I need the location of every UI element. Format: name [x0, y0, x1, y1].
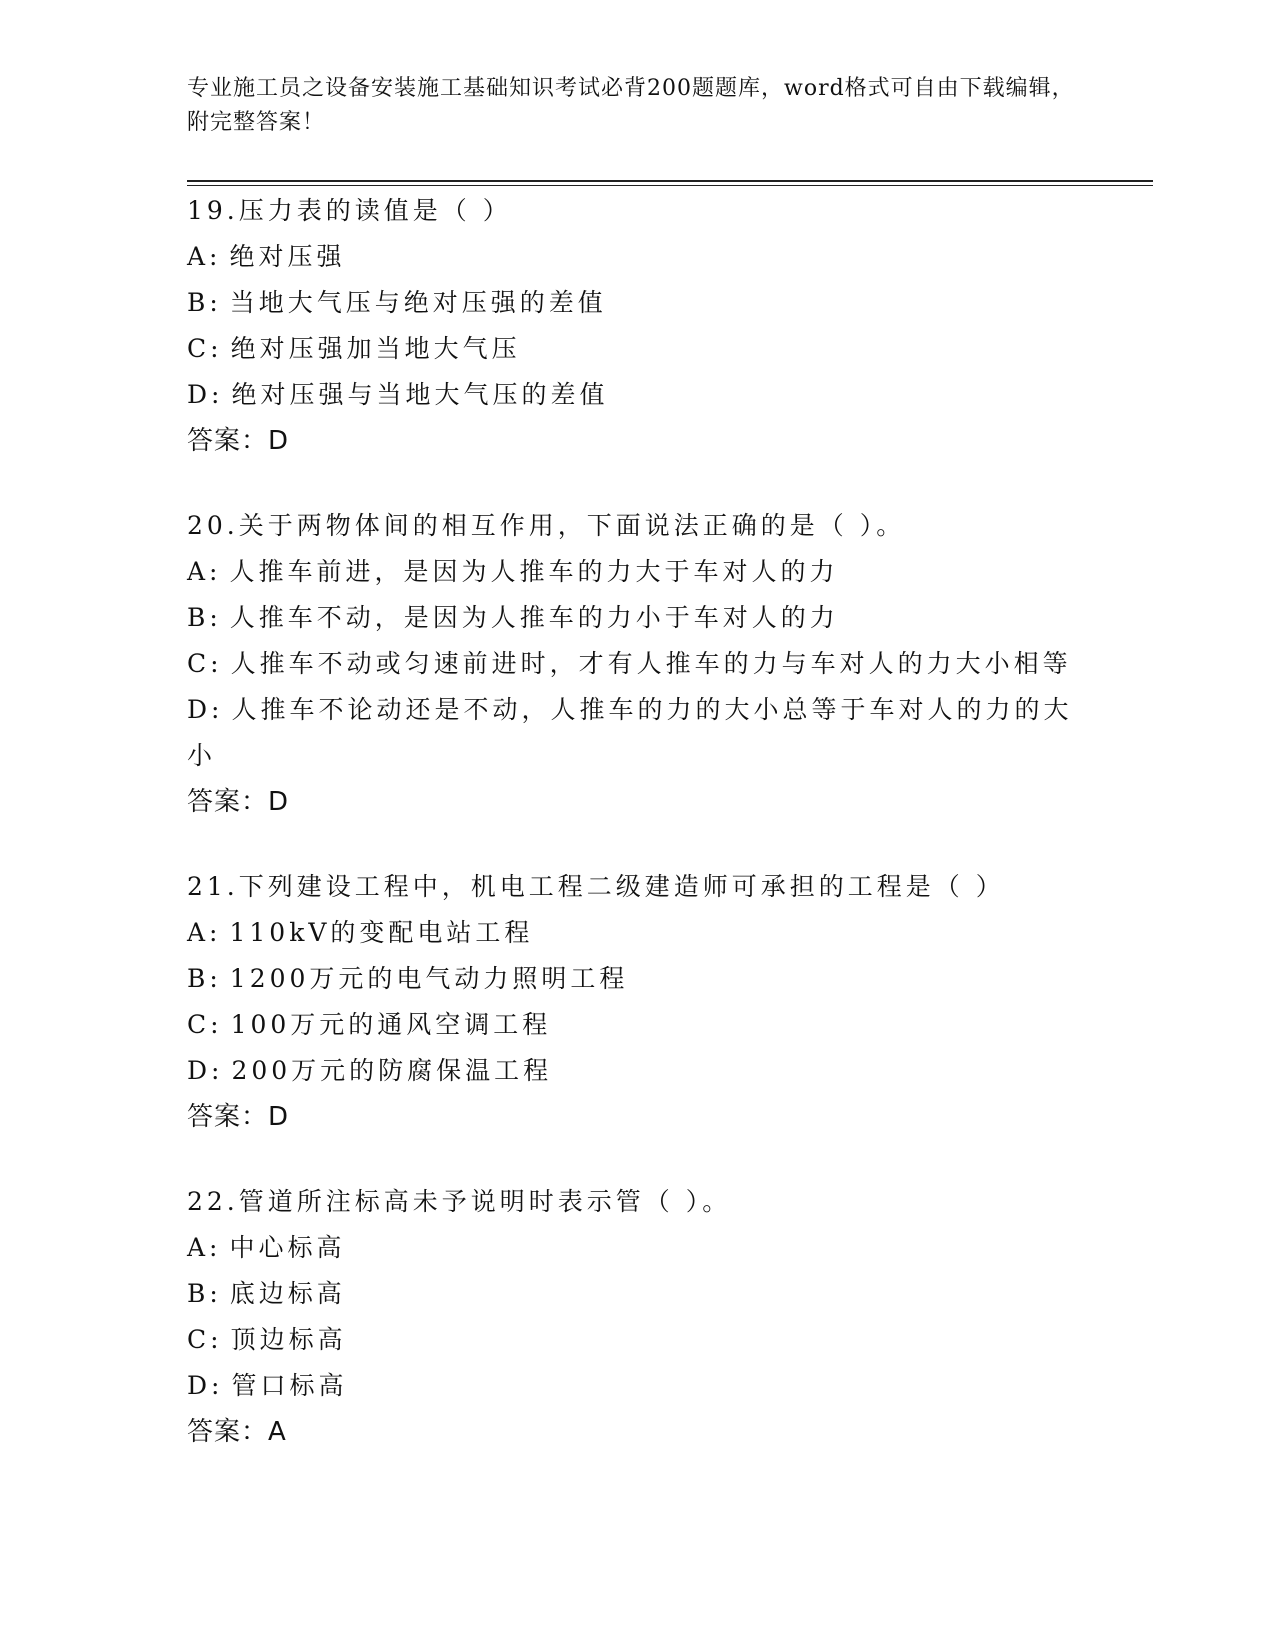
question-number: 19.	[187, 196, 239, 225]
option-key: D:	[187, 1371, 224, 1400]
option-key: B:	[187, 1279, 222, 1308]
option-a	[187, 1225, 1087, 1271]
option-c	[187, 641, 1087, 687]
option-key: D:	[187, 695, 224, 724]
question-number: 21.	[187, 872, 239, 901]
option-text: 当地大气压与绝对压强的差值	[229, 288, 607, 317]
option-key: C:	[187, 334, 223, 363]
document-header: 专业施工员之设备安装施工基础知识考试必背200题题库，word格式可自由下载编辑，附完整答案！	[187, 76, 1075, 135]
option-a	[187, 549, 1087, 595]
question-text: 下列建设工程中，机电工程二级建造师可承担的工程是（ ）	[238, 872, 1005, 901]
option-text: 绝对压强与当地大气压的差值	[231, 380, 609, 409]
option-a	[187, 910, 1087, 956]
option-text: 中心标高	[229, 1233, 346, 1262]
question-text: 关于两物体间的相互作用，下面说法正确的是（ ）。	[238, 511, 906, 540]
option-d	[187, 372, 1087, 418]
question-22	[187, 1179, 1087, 1455]
option-key: B:	[187, 288, 222, 317]
question-text: 管道所注标高未予说明时表示管（ ）。	[238, 1187, 732, 1216]
question-21	[187, 864, 1087, 1140]
option-key: D:	[187, 380, 224, 409]
option-key: B:	[187, 964, 222, 993]
option-text: 1200万元的电气动力照明工程	[229, 964, 629, 993]
option-text: 人推车不动，是因为人推车的力小于车对人的力	[229, 603, 839, 632]
question-stem	[187, 188, 1087, 234]
option-b	[187, 1271, 1087, 1317]
answer-label: 答案：D	[187, 787, 290, 817]
question-number: 20.	[187, 511, 239, 540]
option-text: 底边标高	[229, 1279, 346, 1308]
question-19	[187, 188, 1087, 464]
option-key: A:	[187, 557, 222, 586]
option-text: 人推车前进，是因为人推车的力大于车对人的力	[229, 557, 839, 586]
answer-label: 答案：A	[187, 1417, 287, 1447]
option-d	[187, 687, 1087, 779]
option-text: 110kV的变配电站工程	[229, 918, 534, 947]
option-text: 人推车不动或匀速前进时，才有人推车的力与车对人的力大小相等	[230, 649, 1072, 678]
option-text: 绝对压强加当地大气压	[230, 334, 521, 363]
question-stem	[187, 503, 1087, 549]
question-stem	[187, 1179, 1087, 1225]
option-key: A:	[187, 1233, 222, 1262]
question-number: 22.	[187, 1187, 239, 1216]
option-b	[187, 956, 1087, 1002]
option-text: 管口标高	[231, 1371, 348, 1400]
option-key: A:	[187, 918, 222, 947]
question-list	[187, 188, 1087, 1494]
option-a	[187, 234, 1087, 280]
option-d	[187, 1363, 1087, 1409]
option-b	[187, 595, 1087, 641]
header-rule-thick	[187, 180, 1153, 182]
question-text: 压力表的读值是（ ）	[238, 196, 512, 225]
option-text: 顶边标高	[230, 1325, 347, 1354]
option-c	[187, 326, 1087, 372]
header-rule-thin	[187, 185, 1153, 186]
option-text: 人推车不论动还是不动，人推车的力的大小总等于车对人的力的大小	[187, 695, 1073, 770]
option-c	[187, 1002, 1087, 1048]
option-key: A:	[187, 242, 222, 271]
question-stem	[187, 864, 1087, 910]
question-20	[187, 503, 1087, 825]
option-d	[187, 1048, 1087, 1094]
option-key: C:	[187, 1010, 223, 1039]
option-text: 100万元的通风空调工程	[230, 1010, 552, 1039]
option-key: B:	[187, 603, 222, 632]
option-key: C:	[187, 649, 223, 678]
option-c	[187, 1317, 1087, 1363]
option-key: D:	[187, 1056, 224, 1085]
answer-label: 答案：D	[187, 426, 290, 456]
option-text: 绝对压强	[229, 242, 346, 271]
option-text: 200万元的防腐保温工程	[231, 1056, 553, 1085]
answer-label: 答案：D	[187, 1102, 290, 1132]
option-key: C:	[187, 1325, 223, 1354]
option-b	[187, 280, 1087, 326]
